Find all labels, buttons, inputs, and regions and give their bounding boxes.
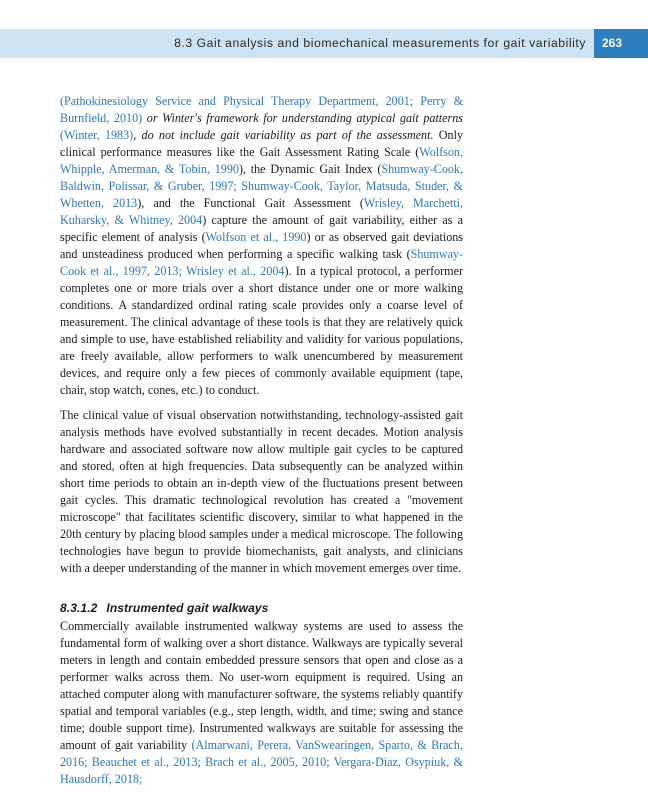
paragraph-1 bbox=[60, 93, 463, 399]
text-run: ), and the Functional Gait Assessment ( bbox=[137, 196, 364, 210]
text-run: Only clinical performance measures like the Gait Assessment Rating Scale ( bbox=[60, 128, 463, 159]
page-number: 263 bbox=[594, 29, 648, 58]
citation-link[interactable]: Wolfson, Whipple, Amerman, & Tobin, 1990 bbox=[60, 145, 463, 176]
paragraph-2: The clinical value of visual observation notwithstanding, technology-assisted gait analysis methods have evolved substantially in recent decades. Motion analysis hardware and associated software now allow multiple gait cycles to be captured and stored, often at high frequencies. Data subsequently can be analyzed within short time periods to obtain an in-depth view of the fluctuations present between gait cycles. This dramatic technological revolution has created a "movement microscope" that facilitates scientific discovery, similar to what happened in the 20th century by placing blood samples under a medical microscope. The following technologies have begun to provide biomechanists, gait analysts, and clinicians with a deeper understanding of the manner in which movement emerges over time. bbox=[60, 408, 463, 575]
citation-link[interactable]: (Pathokinesiology Service and Physical Therapy Department, 2001; Perry & Burnfield, 2010) bbox=[60, 94, 463, 125]
section-number: 8.3.1.2 bbox=[60, 601, 98, 615]
section-heading bbox=[60, 600, 463, 617]
body-text bbox=[60, 93, 463, 788]
paragraph-3 bbox=[60, 618, 463, 788]
citation-link[interactable]: Shumway-Cook et al., 1997, 2013; Wrisley et al., 2004 bbox=[60, 247, 463, 278]
running-header: 8.3 Gait analysis and biomechanical measurements for gait variability bbox=[0, 29, 594, 58]
citation-link[interactable]: (Almarwani, Perera, VanSwearingen, Sparto, & Brach, 2016; Beauchet et al., 2013; Brach et al., 2005, 2010; Vergara-Diaz, Osypiuk, & Hausdorff, 2018; bbox=[60, 738, 463, 786]
italic-text: , do not include gait variability as part of the assessment. bbox=[133, 128, 434, 142]
text-run: Commercially available instrumented walkway systems are used to assess the fundamental form of walking over a short distance. Walkways are typically several meters in length and contain embedded pressure sensors that open and close as a performer walks across them. No user-worn equipment is required. Using an attached computer along with manufacturer software, the systems reliably quantify spatial and temporal variables (e.g., step length, width, and time; swing and stance time; double support time). Instrumented walkways are suitable for assessing the amount of gait variability bbox=[60, 619, 463, 752]
citation-link[interactable]: Wrisley, Marchetti, Kuharsky, & Whitney, 2004 bbox=[60, 196, 463, 227]
text-run: ) or as observed gait deviations and unsteadiness produced when performing a specific walking task ( bbox=[60, 230, 463, 261]
section-title: Instrumented gait walkways bbox=[106, 601, 269, 615]
citation-link[interactable]: (Winter, 1983) bbox=[60, 128, 134, 142]
italic-text: or Winter's framework for understanding atypical gait patterns bbox=[142, 111, 463, 125]
citation-link[interactable]: Wolfson et al., 1990 bbox=[205, 230, 307, 244]
text-run: ) capture the amount of gait variability, either as a specific element of analysis ( bbox=[60, 213, 464, 244]
citation-link[interactable]: Shumway-Cook, Baldwin, Polissar, & Gruber, 1997; Shumway-Cook, Taylor, Matsuda, Studer, & Whetten, 2013 bbox=[60, 162, 463, 210]
text-run: ). In a typical protocol, a performer completes one or more trials over a short distance under one or more walking conditions. A standardized ordinal rating scale provides only a coarse level of measurement. The clinical advantage of these tools is that they are relatively quick and simple to use, have established reliability and validity for various populations, are freely available, allow performers to walk unencumbered by measurement devices, and require only a few pieces of commonly available equipment (tape, chair, stop watch, cones, etc.) to conduct. bbox=[60, 264, 463, 397]
text-run: ), the Dynamic Gait Index ( bbox=[238, 162, 382, 176]
